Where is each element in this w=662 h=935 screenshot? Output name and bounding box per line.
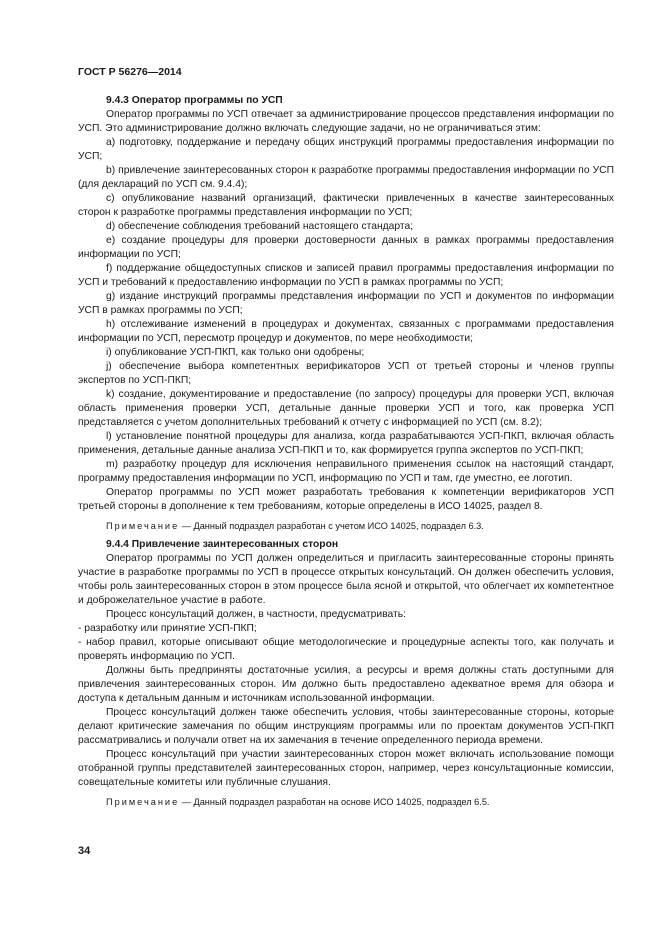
- list-item: b) привлечение заинтересованных сторон к разработке программы предоставления информации по УСП (для деклараций по УСП см. 9.4.4);: [78, 165, 614, 190]
- note-9-4-4: [78, 795, 614, 809]
- list-item: g) издание инструкций программы представления информации по УСП и документов по информации УСП в рамках программы по УСП;: [78, 291, 614, 316]
- note-text: — Данный подраздел разработан на основе ИСО 14025, подраздел 6.5.: [179, 797, 490, 807]
- page-header: ГОСТ Р 56276—2014: [78, 66, 182, 78]
- list-item: a) подготовку, поддержание и передачу общих инструкций программы предоставления информации по УСП;: [78, 137, 614, 162]
- paragraph: Оператор программы по УСП отвечает за администрирование процессов представления информации по УСП. Это администрирование должно включать следующие задачи, но не ограничиваться этим:: [78, 109, 614, 134]
- list-item: m) разработку процедур для исключения неправильного применения ссылок на настоящий стандарт, программу предоставления информации по УСП, информацию по УСП и там, где уместно, ее логотип.: [78, 459, 614, 484]
- list-item: e) создание процедуры для проверки достоверности данных в рамках программы предоставления информации по УСП;: [78, 235, 614, 260]
- section-heading-9-4-4: 9.4.4 Привлечение заинтересованных сторон: [106, 539, 339, 550]
- paragraph: Должны быть предприняты достаточные усилия, а ресурсы и время должны стать доступными для привлечения заинтересованных сторон. Им должно быть предоставлено адекватное время для обзора и доступа к детальным данным и источникам использованной информации.: [78, 665, 614, 704]
- list-item: i) опубликование УСП-ПКП, как только они одобрены;: [106, 347, 365, 358]
- paragraph: Процесс консультаций при участии заинтересованных сторон может включать использование помощи отобранной группы представителей заинтересованных сторон, например, через консультационные комиссии, совещательные комитеты или публичные слушания.: [78, 749, 614, 788]
- note-9-4-3: [78, 519, 614, 533]
- dash-item: - набор правил, которые описывают общие методологические и процедурные аспекты того, как получать и проверять информацию по УСП.: [78, 637, 614, 662]
- paragraph: Процесс консультаций должен, в частности, предусматривать:: [106, 609, 406, 620]
- list-item: f) поддержание общедоступных списков и записей правил программы предоставления информации по УСП и требований к предоставлению информации по УСП в рамках программы по УСП;: [78, 263, 614, 288]
- page-number: 34: [78, 845, 91, 857]
- dash-item: - разработку или принятие УСП-ПКП;: [78, 623, 257, 634]
- paragraph: Оператор программы по УСП может разработать требования к компетенции верификаторов УСП третьей стороны в дополнение к тем требованиям, которые определены в ИСО 14025, раздел 8.: [78, 487, 614, 512]
- section-heading-9-4-3: 9.4.3 Оператор программы по УСП: [106, 95, 283, 106]
- list-item: h) отслеживание изменений в процедурах и документах, связанных с программами предоставления информации по УСП, пересмотр процедур и документов, по мере необходимости;: [78, 319, 614, 344]
- document-body: [78, 94, 614, 814]
- list-item: j) обеспечение выбора компетентных верификаторов УСП от третьей стороны и членов группы экспертов по УСП-ПКП;: [78, 361, 614, 386]
- list-item: d) обеспечение соблюдения требований настоящего стандарта;: [106, 221, 414, 232]
- list-item: l) установление понятной процедуры для анализа, когда разрабатываются УСП-ПКП, включая область применения, детальные данные анализа УСП-ПКП и то, как формируется группа экспертов по УСП-ПКП;: [78, 431, 614, 456]
- paragraph: Оператор программы по УСП должен определиться и пригласить заинтересованные стороны принять участие в разработке программы по УСП в процессе открытых консультаций. Он должен обеспечить условия, чтобы роль заинтересованных сторон в этом процессе была ясной и открытой, что облегчает их компетентное и доброжелательное участие в работе.: [78, 553, 614, 606]
- note-label: Примечание: [106, 521, 180, 531]
- list-item: k) создание, документирование и предоставление (по запросу) процедуры для проверки УСП, включая область применения проверки УСП, детальные данные проверки УСП и того, как проверка УСП представляется с учетом дополнительных требований к отчету с информацией по УСП (см. 8.2);: [78, 389, 614, 428]
- paragraph: Процесс консультаций должен также обеспечить условия, чтобы заинтересованные стороны, которые делают критические замечания по общим инструкциям программы или по проектам документов УСП-ПКП рассматривались и получали ответ на их замечания в течение определенного периода времени.: [78, 707, 614, 746]
- note-label: Примечание: [106, 797, 180, 807]
- note-text: — Данный подраздел разработан с учетом ИСО 14025, подраздел 6.3.: [179, 521, 484, 531]
- list-item: c) опубликование названий организаций, фактически привлеченных в качестве заинтересованных сторон к разработке программы представления информации по УСП;: [78, 193, 614, 218]
